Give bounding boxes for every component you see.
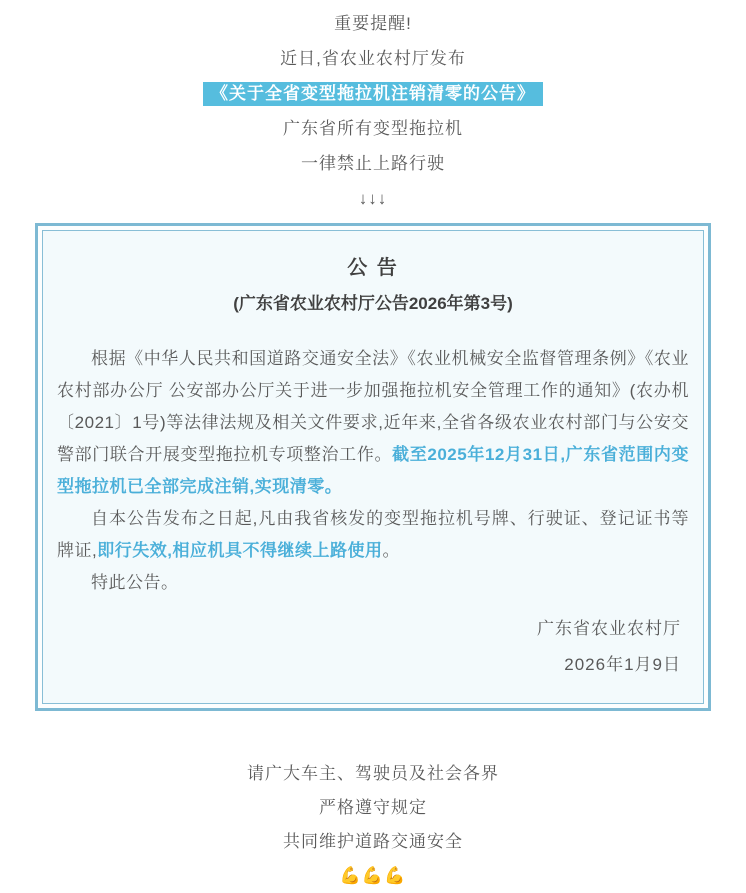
signature-agency: 广东省农业农村厅 [537,619,681,638]
signature-block [57,611,689,683]
intro-section [0,6,746,216]
outro-section [0,757,746,893]
notice-closing-line: 特此公告。 [91,573,179,592]
notice-paragraph-2 [57,503,689,567]
paragraph-1-emphasis-text: 截至2025年12月31日,广东省范围内变型拖拉机已全部完成注销,实现清零。 [57,445,690,496]
outro-line-audience: 请广大车主、驾驶员及社会各界 [247,764,499,783]
paragraph-2-tail-punctuation: 。 [382,541,400,560]
paragraph-2-normal-text: 自本公告发布之日起,凡由我省核发的变型拖拉机号牌、行驶证、登记证书等牌证, [57,509,689,560]
muscle-emojis: 💪💪💪 [339,866,407,885]
down-arrows-icon: ↓↓↓ [358,189,388,208]
notice-subtitle: (广东省农业农村厅公告2026年第3号) [233,294,513,313]
outro-line-comply: 严格遵守规定 [319,798,427,817]
intro-line-important-reminder: 重要提醒! [334,14,412,33]
announcement-title-highlight: 《关于全省变型拖拉机注销清零的公告》 [203,82,543,106]
paragraph-1-normal-text: 根据《中华人民共和国道路交通安全法》《农业机械安全监督管理条例》《农业农村部办公厅 公安部办公厅关于进一步加强拖拉机安全管理工作的通知》(农办机〔2021〕1号)等法律法规及相关文件要求,近年来,全省各级农业农村部门与公安交警部门联合开展变型拖拉机专项整治工作。 [57,349,689,464]
notice-title: 公 告 [347,257,399,279]
signature-date: 2026年1月9日 [564,655,681,674]
intro-line-issued-by: 近日,省农业农村厅发布 [280,49,466,68]
outro-line-safety: 共同维护道路交通安全 [283,832,463,851]
announcement-box-inner [42,230,704,704]
notice-body [57,343,689,599]
notice-paragraph-1 [57,343,689,503]
intro-highlight-row [0,76,746,111]
announcement-box [35,223,711,711]
intro-line-prohibition: 一律禁止上路行驶 [301,154,445,173]
paragraph-2-emphasis-text: 即行失效,相应机具不得继续上路使用 [97,541,383,560]
intro-line-scope: 广东省所有变型拖拉机 [283,119,463,138]
